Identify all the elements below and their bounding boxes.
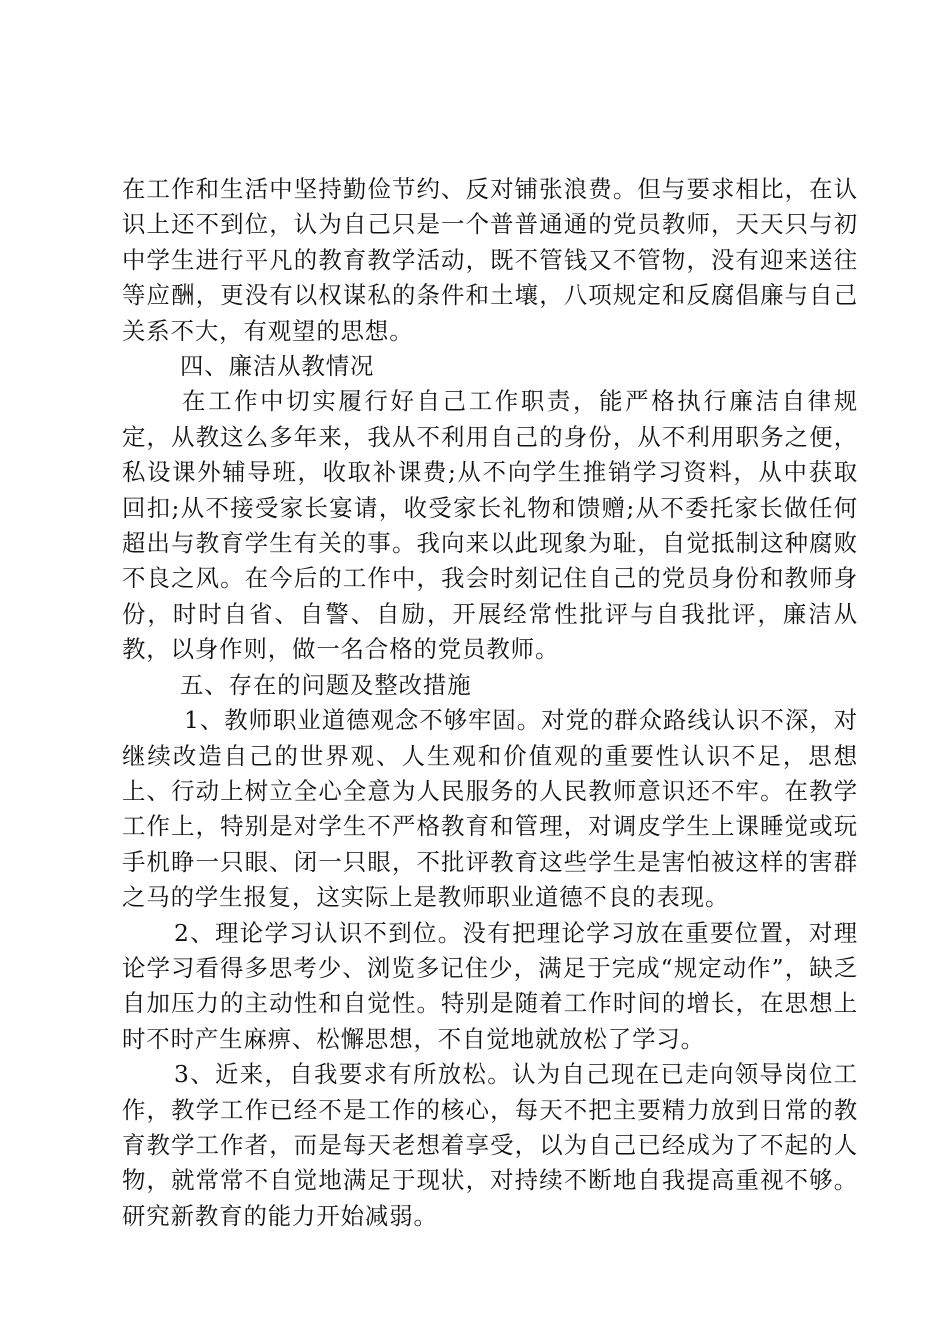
paragraph-problem-2: 2、理论学习认识不到位。没有把理论学习放在重要位置，对理论学习看得多思考少、浏览多记住少，满足于完成“规定动作”，缺乏自加压力的主动性和自觉性。特别是随着工作时间的增长，在思想上时不时产生麻痹、松懈思想，不自觉地就放松了学习。: [122, 918, 858, 1053]
paragraph-integrity: 在工作中切实履行好自己工作职责，能严格执行廉洁自律规定，从教这么多年来，我从不利用自己的身份，从不利用职务之便，私设课外辅导班，收取补课费;从不向学生推销学习资料，从中获取回扣;从不接受家长宴请，收受家长礼物和馈赠;从不委托家长做任何超出与教育学生有关的事。我向来以此现象为耻，自觉抵制这种腐败不良之风。在今后的工作中，我会时刻记住自己的党员身份和教师身份，时时自省、自警、自励，开展经常性批评与自我批评，廉洁从教，以身作则，做一名合格的党员教师。: [122, 387, 858, 664]
section-heading-problems: 五、存在的问题及整改措施: [180, 670, 472, 699]
paragraph-problem-3: 3、近来，自我要求有所放松。认为自己现在已走向领导岗位工作，教学工作已经不是工作的核心，每天不把主要精力放到日常的教育教学工作者，而是每天老想着享受，以为自己已经成为了不起的人物，就常常不自觉地满足于现状，对持续不断地自我提高重视不够。研究新教育的能力开始减弱。: [122, 1060, 858, 1230]
paragraph-problem-1: 1、教师职业道德观念不够牢固。对党的群众路线认识不深，对继续改造自己的世界观、人生观和价值观的重要性认识不足，思想上、行动上树立全心全意为人民服务的人民教师意识还不牢。在教学工作上，特别是对学生不严格教育和管理，对调皮学生上课睡觉或玩手机睁一只眼、闭一只眼，不批评教育这些学生是害怕被这样的害群之马的学生报复，这实际上是教师职业道德不良的表现。: [122, 706, 858, 912]
document-body: [122, 172, 858, 1234]
section-heading-integrity: 四、廉洁从教情况: [180, 352, 375, 381]
paragraph-frugality: 在工作和生活中坚持勤俭节约、反对铺张浪费。但与要求相比，在认识上还不到位，认为自己只是一个普普通通的党员教师，天天只与初中学生进行平凡的教育教学活动，既不管钱又不管物，没有迎来送往等应酬，更没有以权谋私的条件和土壤，八项规定和反腐倡廉与自己关系不大，有观望的思想。: [122, 175, 858, 345]
